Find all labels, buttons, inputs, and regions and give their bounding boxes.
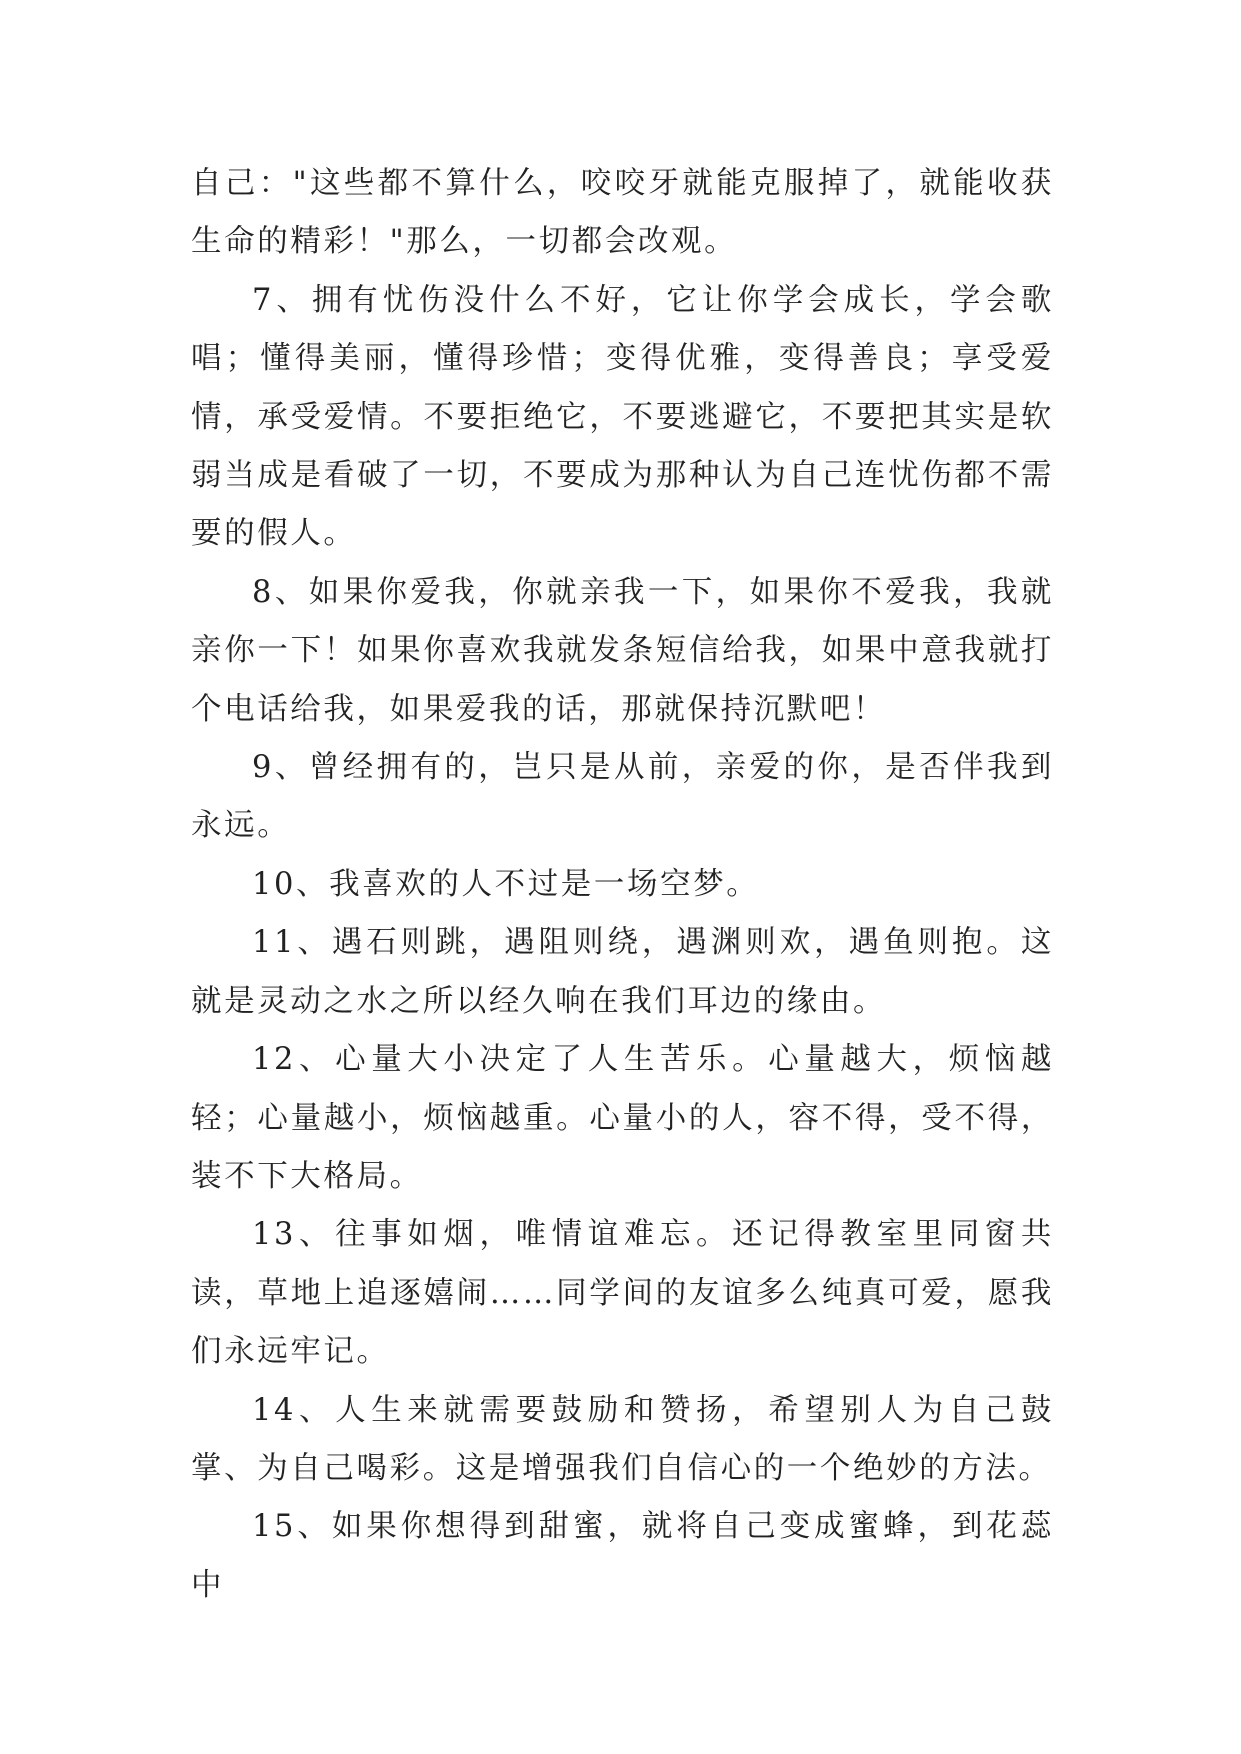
paragraph-10: 10、我喜欢的人不过是一场空梦。 [252, 866, 760, 902]
paragraph-12: 12、心量大小决定了人生苦乐。心量越大，烦恼越轻；心量越小，烦恼越重。心量小的人，容不得，受不得，装不下大格局。 [191, 1042, 1054, 1194]
paragraph-15: 15、如果你想得到甜蜜，就将自己变成蜜蜂，到花蕊中 [191, 1509, 1054, 1603]
paragraph-8: 8、如果你爱我，你就亲我一下，如果你不爱我，我就亲你一下！如果你喜欢我就发条短信给我，如果中意我就打个电话给我，如果爱我的话，那就保持沉默吧！ [191, 574, 1054, 727]
paragraph-14: 14、人生来就需要鼓励和赞扬，希望别人为自己鼓掌、为自己喝彩。这是增强我们自信心的一个绝妙的方法。 [191, 1392, 1054, 1486]
body-text [191, 155, 1054, 1615]
paragraph-7: 7、拥有忧伤没什么不好，它让你学会成长，学会歌唱；懂得美丽，懂得珍惜；变得优雅，变得善良；享受爱情，承受爱情。不要拒绝它，不要逃避它，不要把其实是软弱当成是看破了一切，不要成为那种认为自己连忧伤都不需要的假人。 [191, 282, 1054, 552]
paragraph-11: 11、遇石则跳，遇阻则绕，遇渊则欢，遇鱼则抱。这就是灵动之水之所以经久响在我们耳边的缘由。 [191, 925, 1054, 1019]
paragraph-13: 13、往事如烟，唯情谊难忘。还记得教室里同窗共读，草地上追逐嬉闹……同学间的友谊多么纯真可爱，愿我们永远牢记。 [191, 1217, 1054, 1370]
paragraph-continuation: 自己："这些都不算什么，咬咬牙就能克服掉了，就能收获生命的精彩！"那么，一切都会改观。 [191, 166, 1054, 260]
paragraph-9: 9、曾经拥有的，岂只是从前，亲爱的你，是否伴我到永远。 [191, 750, 1054, 844]
